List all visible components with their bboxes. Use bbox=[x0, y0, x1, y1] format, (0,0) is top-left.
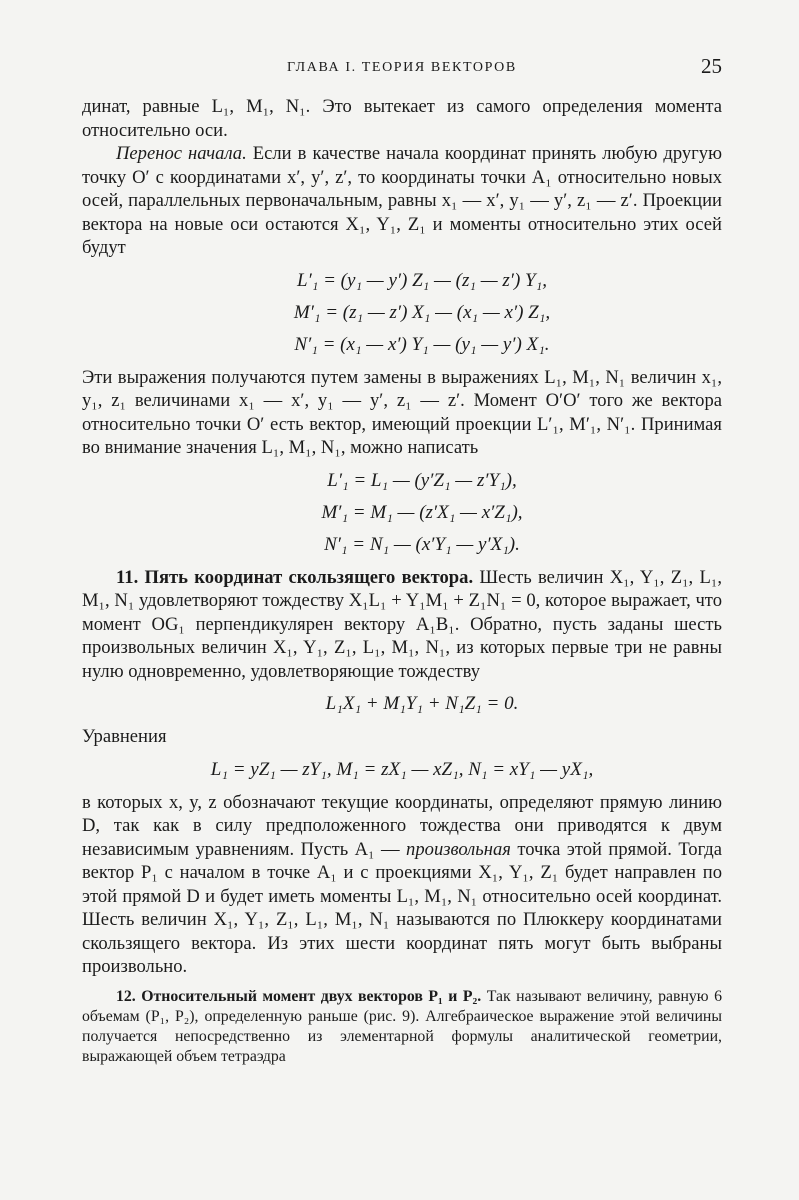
page-body bbox=[82, 95, 722, 1067]
formula-moments-shifted bbox=[82, 265, 722, 361]
section-12-title: 12. Относительный момент двух векторов P₁ и P₂. bbox=[116, 987, 482, 1005]
page-header bbox=[82, 54, 722, 82]
paragraph-plucker bbox=[82, 791, 722, 979]
section-12 bbox=[82, 987, 722, 1067]
formula-line: L′₁ = L₁ — (y′Z₁ — z′Y₁), bbox=[327, 469, 517, 491]
section-11-text: Шесть величин X₁, Y₁, Z₁, L₁, M₁, N₁ удовлетворяют тождеству X₁L₁ + Y₁M₁ + Z₁N₁ = 0, которое выражает, что момент OG₁ перпендикулярен вектору A₁B₁. Обратно, пусть заданы шесть произвольных величин X₁, Y₁, Z₁, L₁, M₁, N₁, из которых первые три не равны нулю одновременно, удовлетворяющие тождеству bbox=[82, 566, 722, 682]
formula-line: N′₁ = N₁ — (x′Y₁ — y′X₁). bbox=[324, 533, 520, 555]
formula-line-equations bbox=[82, 754, 722, 786]
plucker-text-a: в которых x, y, z обозначают текущие координаты, определяют прямую линию D, так как в силу предположенного тождества они приводятся к двум независимым уравнениям. Пусть A₁ — bbox=[82, 791, 722, 860]
section-11-title: 11. Пять координат скользящего вектора. bbox=[116, 566, 474, 588]
equations-label: Уравнения bbox=[82, 726, 167, 747]
section-11 bbox=[82, 566, 722, 684]
plucker-text-b: точка этой прямой. Тогда вектор P₁ с началом в точке A₁ и с проекциями X₁, Y₁, Z₁ будет направлен по этой прямой D и будет иметь моменты L₁, M₁, N₁ относительно осей координат. Шесть величин X₁, Y₁, Z₁, L₁, M₁, N₁ называются по Плюккеру координатами скользящего вектора. Из этих шести координат пять могут быть выбраны произвольно. bbox=[82, 838, 722, 977]
origin-shift-heading: Перенос начала. bbox=[116, 143, 247, 164]
formula-line: N′₁ = (x₁ — x′) Y₁ — (y₁ — y′) X₁. bbox=[294, 333, 550, 355]
paragraph-origin-shift bbox=[82, 142, 722, 260]
formula-line: L₁X₁ + M₁Y₁ + N₁Z₁ = 0. bbox=[325, 693, 519, 714]
plucker-italic: произвольная bbox=[406, 838, 511, 860]
formula-line: L′₁ = (y₁ — y′) Z₁ — (z₁ — z′) Y₁, bbox=[297, 269, 547, 291]
formula-moments-origin bbox=[82, 465, 722, 561]
formula-line: L₁ = yZ₁ — zY₁, M₁ = zX₁ — xZ₁, N₁ = xY₁ — yX₁, bbox=[210, 758, 594, 780]
running-head: ГЛАВА I. ТЕОРИЯ ВЕКТОРОВ bbox=[287, 60, 517, 75]
paragraph-expressions: Эти выражения получаются путем замены в выражениях L₁, M₁, N₁ величин x₁, y₁, z₁ величинами x₁ — x′, y₁ — y′, z₁ — z′. Момент O′O′ того же вектора относительно точки O′ есть вектор, имеющий проекции L′₁, M′₁, N′₁. Принимая во внимание значения L₁, M₁, N₁, можно написать bbox=[82, 366, 722, 458]
section-12-paragraph bbox=[82, 987, 722, 1067]
paragraph-continuation: динат, равные L₁, M₁, N₁. Это вытекает из самого определения момента относительно оси. bbox=[82, 96, 722, 141]
origin-shift-text: Если в качестве начала координат принять любую другую точку O′ с координатами x′, y′, z′, то координаты точки A₁ относительно новых осей, параллельных первоначальным, равны x₁ — x′, y₁ — y′, z₁ — z′. Проекции вектора на новые оси остаются X₁, Y₁, Z₁ и моменты относительно этих осей будут bbox=[82, 143, 722, 258]
formula-line: M′₁ = (z₁ — z′) X₁ — (x₁ — x′) Z₁, bbox=[293, 301, 551, 323]
formula-line: M′₁ = M₁ — (z′X₁ — x′Z₁), bbox=[321, 501, 523, 523]
page-number: 25 bbox=[701, 54, 722, 78]
section-12-text: Так называют величину, равную 6 объемам (P₁, P₂), определенную раньше (рис. 9). Алгебраическое выражение этой величины получается непосредственно из элементарной формулы аналитической геометрии, выражающей объем тетраэдра bbox=[82, 987, 723, 1065]
formula-identity bbox=[82, 688, 722, 720]
